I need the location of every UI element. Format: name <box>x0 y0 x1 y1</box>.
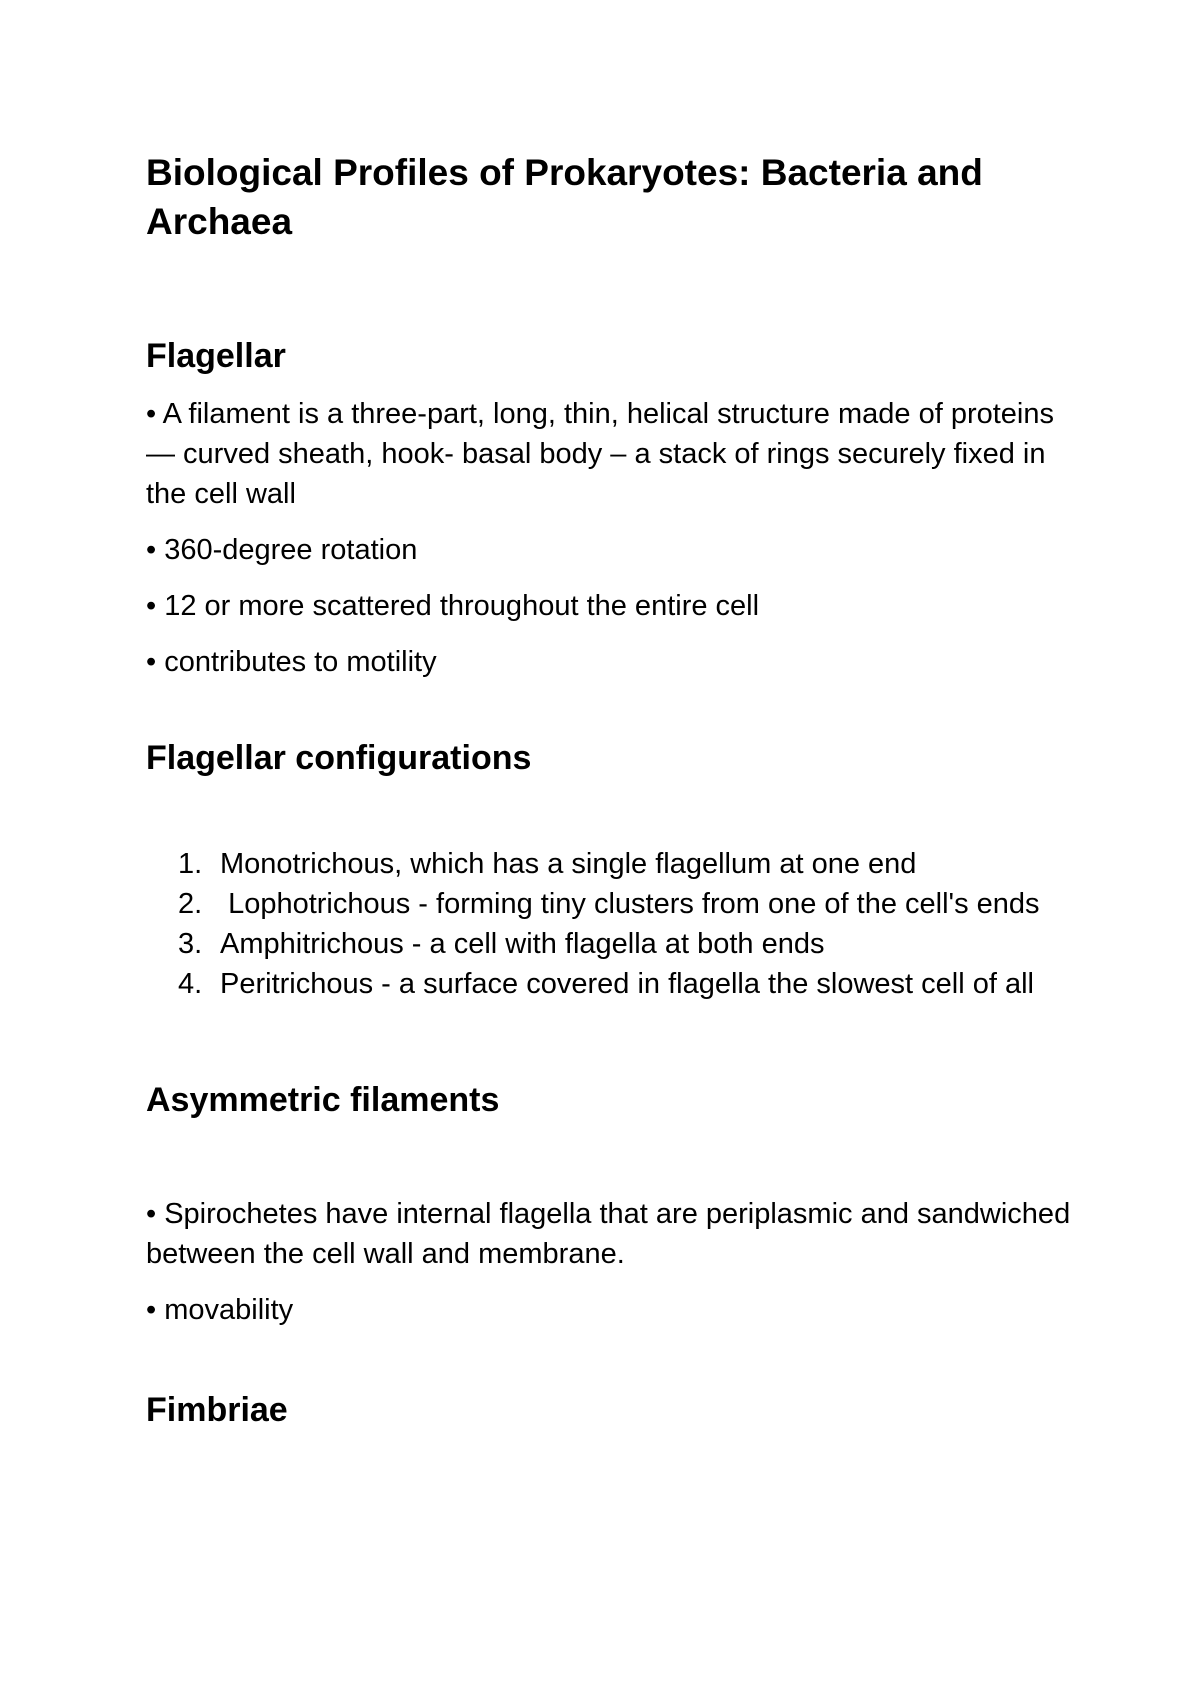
section-flagellar <box>146 336 1076 682</box>
section-heading: Flagellar <box>146 337 286 375</box>
bullet-item: • 12 or more scattered throughout the entire cell <box>146 590 760 622</box>
list-number: 3. <box>178 928 203 960</box>
section-heading: Asymmetric filaments <box>146 1081 500 1119</box>
numbered-list <box>146 844 1076 1004</box>
bullet-item: • 360-degree rotation <box>146 534 418 566</box>
list-number: 4. <box>178 968 203 1000</box>
list-item-text: Monotrichous, which has a single flagellum at one end <box>220 848 917 880</box>
bullet-item: • contributes to motility <box>146 646 437 678</box>
section-heading: Fimbriae <box>146 1391 288 1429</box>
section-heading: Flagellar configurations <box>146 739 532 777</box>
section-asymmetric-filaments <box>146 1080 1076 1330</box>
list-item-text: Amphitrichous - a cell with flagella at both ends <box>220 928 825 960</box>
document-body <box>146 148 1076 1430</box>
list-item-text: Peritrichous - a surface covered in flagella the slowest cell of all <box>220 968 1034 1000</box>
bullet-item: • A filament is a three-part, long, thin, helical structure made of proteins — curved sheath, hook- basal body – a stack of rings securely fixed in the cell wall <box>146 398 1055 510</box>
numbered-list-item <box>146 964 1076 1004</box>
bullet-item: • movability <box>146 1294 294 1326</box>
bullet-item: • Spirochetes have internal flagella that are periplasmic and sandwiched between the cell wall and membrane. <box>146 1198 1071 1270</box>
list-number: 2. <box>178 888 203 920</box>
numbered-list-item <box>146 844 1076 884</box>
list-item-text: Lophotrichous - forming tiny clusters from one of the cell's ends <box>220 888 1040 920</box>
document-title: Biological Profiles of Prokaryotes: Bacteria and Archaea <box>146 152 983 242</box>
numbered-list-item <box>146 924 1076 964</box>
section-flagellar-configurations <box>146 738 1076 1004</box>
numbered-list-item <box>146 884 1076 924</box>
list-number: 1. <box>178 848 203 880</box>
section-fimbriae <box>146 1390 1076 1430</box>
